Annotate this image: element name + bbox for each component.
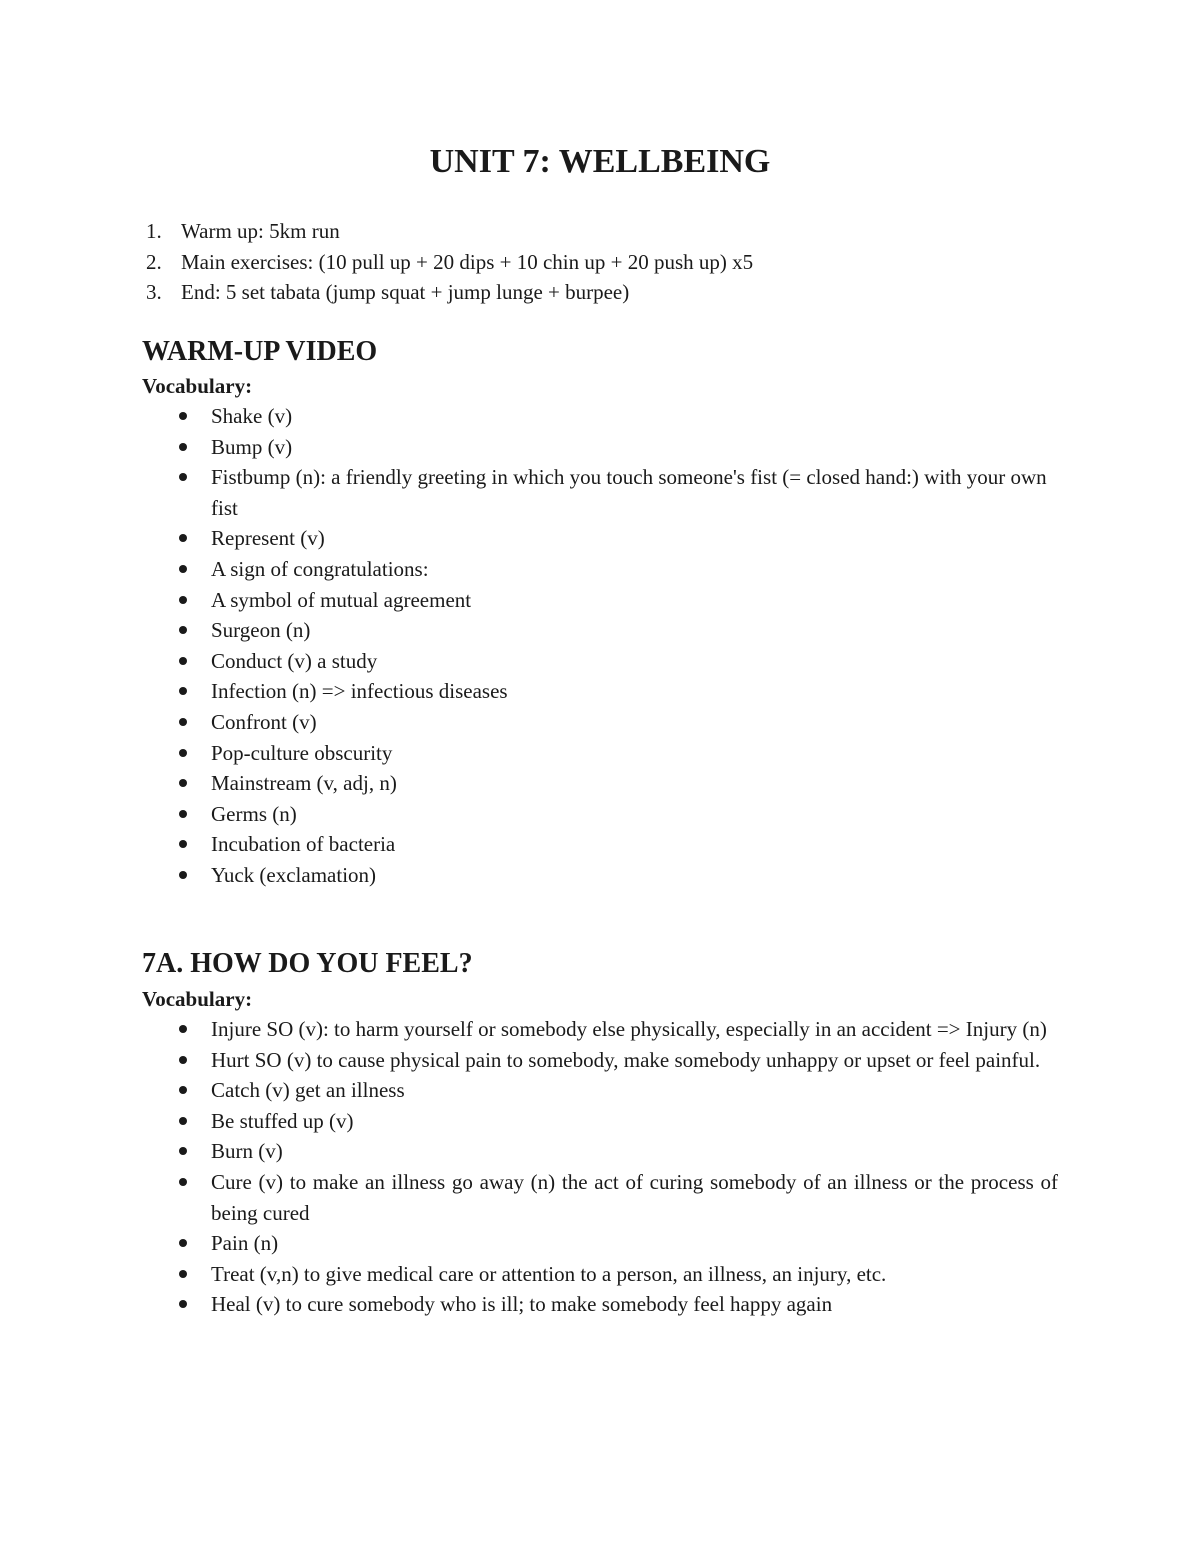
list-item [142,523,1058,554]
7a-vocabulary-list [142,1014,1058,1320]
bullet-icon [179,1147,187,1155]
bullet-icon [179,1270,187,1278]
workout-plan-list [142,216,753,308]
list-item-text: Catch (v) get an illness [211,1078,405,1103]
bullet-icon [179,810,187,818]
list-item-text: Pop-culture obscurity [211,740,393,765]
list-number: 3. [146,280,162,305]
list-item-text: Surgeon (n) [211,618,311,643]
vocabulary-label: Vocabulary: [142,374,253,398]
list-item [142,216,753,247]
list-item [142,1136,1058,1167]
list-item [142,799,1058,830]
bullet-icon [179,840,187,848]
section-heading-7a: 7A. HOW DO YOU FEEL? [142,948,473,979]
bullet-icon [179,1239,187,1247]
list-item-text: Burn (v) [211,1139,283,1164]
vocabulary-label: Vocabulary: [142,987,253,1011]
list-item-text: End: 5 set tabata (jump squat + jump lunge + burpee) [181,280,630,305]
list-item-text: Fistbump (n): a friendly greeting in which you touch someone's fist (= closed hand:) with your own fist [211,465,1047,520]
list-item [142,829,1058,860]
list-item [142,1289,1058,1320]
bullet-icon [179,1025,187,1033]
list-item [142,1167,1058,1228]
list-item [142,585,1058,616]
list-item-text: Represent (v) [211,526,325,551]
list-item-text: Confront (v) [211,709,317,734]
list-item [142,1075,1058,1106]
list-item-text: Germs (n) [211,801,297,826]
bullet-icon [179,1300,187,1308]
list-item-text: Heal (v) to cure somebody who is ill; to make somebody feel happy again [211,1292,833,1317]
warmup-vocabulary-list [142,401,1058,891]
bullet-icon [179,473,187,481]
bullet-icon [179,657,187,665]
bullet-icon [179,412,187,420]
bullet-icon [179,1178,187,1186]
bullet-icon [179,718,187,726]
bullet-icon [179,596,187,604]
list-item-text: Yuck (exclamation) [211,862,377,887]
bullet-icon [179,749,187,757]
list-item-text: Incubation of bacteria [211,832,396,857]
list-item [142,646,1058,677]
list-item [142,707,1058,738]
list-item [142,676,1058,707]
list-item [142,401,1058,432]
bullet-icon [179,565,187,573]
list-number: 1. [146,219,162,243]
bullet-icon [179,779,187,787]
list-item-text: Bump (v) [211,434,293,459]
list-item-text: Main exercises: (10 pull up + 20 dips + 10 chin up + 20 push up) x5 [181,249,754,274]
list-item-text: A sign of congratulations: [211,556,429,581]
list-item-text: Pain (n) [211,1231,279,1256]
list-item [142,860,1058,891]
bullet-icon [179,1086,187,1094]
list-item [142,1106,1058,1137]
bullet-icon [179,687,187,695]
list-item-text: Be stuffed up (v) [211,1108,354,1133]
list-item [142,1014,1058,1045]
list-item [142,1045,1058,1076]
bullet-icon [179,443,187,451]
list-item [142,554,1058,585]
list-item-text: Infection (n) => infectious diseases [211,679,508,704]
list-item-text: Treat (v,n) to give medical care or attention to a person, an illness, an injury, etc. [211,1261,887,1286]
list-item-text: Conduct (v) a study [211,648,378,673]
list-item [142,738,1058,769]
list-item [142,462,1058,523]
list-item-text: Warm up: 5km run [181,219,340,243]
list-item [142,277,753,308]
list-item-text: Injure SO (v): to harm yourself or somebody else physically, especially in an accident => Injury (n) [211,1017,1047,1041]
list-item-text: Hurt SO (v) to cause physical pain to somebody, make somebody unhappy or upset or feel painful. [211,1047,1041,1072]
list-item-text: Cure (v) to make an illness go away (n) the act of curing somebody of an illness or the process of being cured [211,1169,1058,1225]
list-item-text: Mainstream (v, adj, n) [211,771,397,796]
list-item-text: A symbol of mutual agreement [211,587,472,612]
bullet-icon [179,1117,187,1125]
bullet-icon [179,871,187,879]
list-item [142,1259,1058,1290]
bullet-icon [179,626,187,634]
list-item [142,615,1058,646]
list-item [142,247,753,278]
section-heading-warmup: WARM-UP VIDEO [142,336,378,367]
list-number: 2. [146,249,162,274]
document-title: UNIT 7: WELLBEING [429,143,771,180]
list-item [142,432,1058,463]
bullet-icon [179,1056,187,1064]
list-item-text: Shake (v) [211,404,293,428]
bullet-icon [179,534,187,542]
list-item [142,768,1058,799]
list-item [142,1228,1058,1259]
